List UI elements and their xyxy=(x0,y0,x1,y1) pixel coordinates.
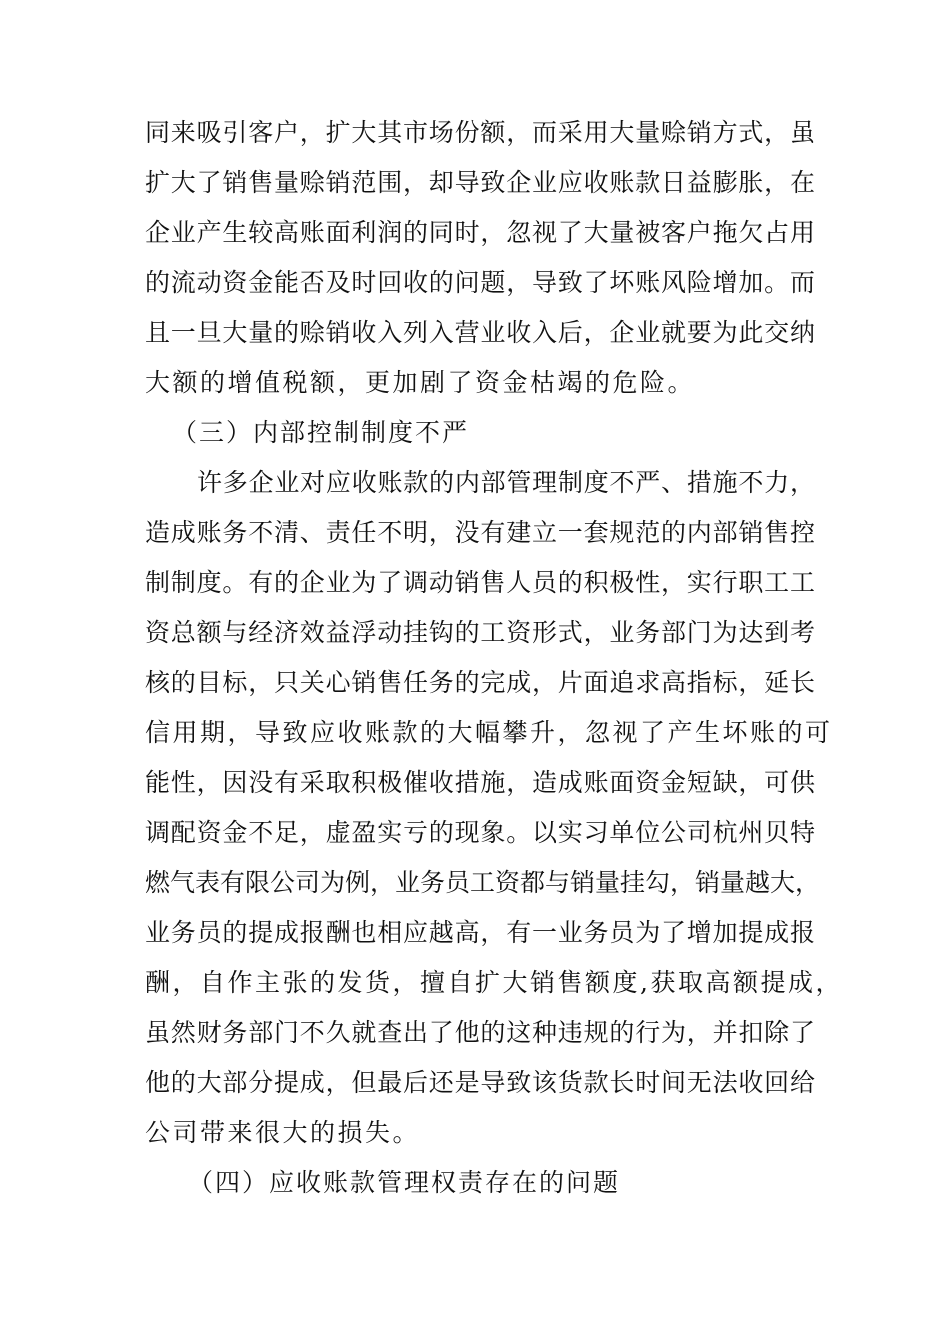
text-line: 大额的增值税额，更加剧了资金枯竭的危险。 xyxy=(145,368,696,397)
text-line: 的流动资金能否及时回收的问题，导致了坏账风险增加。而 xyxy=(145,268,815,297)
text-line: 资总额与经济效益浮动挂钩的工资形式，业务部门为达到考 xyxy=(145,618,815,647)
text-line: 调配资金不足，虚盈实亏的现象。以实习单位公司杭州贝特 xyxy=(145,818,815,847)
text-line: 同来吸引客户，扩大其市场份额，而采用大量赊销方式，虽 xyxy=(145,118,815,147)
text-line: 能性，因没有采取积极催收措施，造成账面资金短缺，可供 xyxy=(145,768,815,797)
text-line: 企业产生较高账面利润的同时，忽视了大量被客户拖欠占用 xyxy=(145,218,815,247)
section-heading-4: （四）应收账款管理权责存在的问题 xyxy=(188,1168,621,1197)
text-line: 酬，自作主张的发货，擅自扩大销售额度,获取高额提成， xyxy=(145,968,843,997)
text-line: 制制度。有的企业为了调动销售人员的积极性，实行职工工 xyxy=(145,568,815,597)
text-line: 许多企业对应收账款的内部管理制度不严、措施不力， xyxy=(197,468,815,497)
text-line: 燃气表有限公司为例，业务员工资都与销量挂勾，销量越大， xyxy=(145,868,821,897)
text-line: 且一旦大量的赊销收入列入营业收入后，企业就要为此交纳 xyxy=(145,318,815,347)
text-line: 公司带来很大的损失。 xyxy=(145,1118,421,1147)
text-line: 造成账务不清、责任不明，没有建立一套规范的内部销售控 xyxy=(145,518,815,547)
text-line: 信用期，导致应收账款的大幅攀升，忽视了产生坏账的可 xyxy=(145,718,833,747)
section-heading-3: （三）内部控制制度不严 xyxy=(172,418,470,447)
text-line: 扩大了销售量赊销范围，却导致企业应收账款日益膨胀，在 xyxy=(145,168,815,197)
text-line: 虽然财务部门不久就查出了他的这种违规的行为，并扣除了 xyxy=(145,1018,815,1047)
text-line: 他的大部分提成，但最后还是导致该货款长时间无法收回给 xyxy=(145,1068,815,1097)
text-line: 业务员的提成报酬也相应越高，有一业务员为了增加提成报 xyxy=(145,918,815,947)
text-line: 核的目标，只关心销售任务的完成，片面追求高指标，延长 xyxy=(145,668,815,697)
